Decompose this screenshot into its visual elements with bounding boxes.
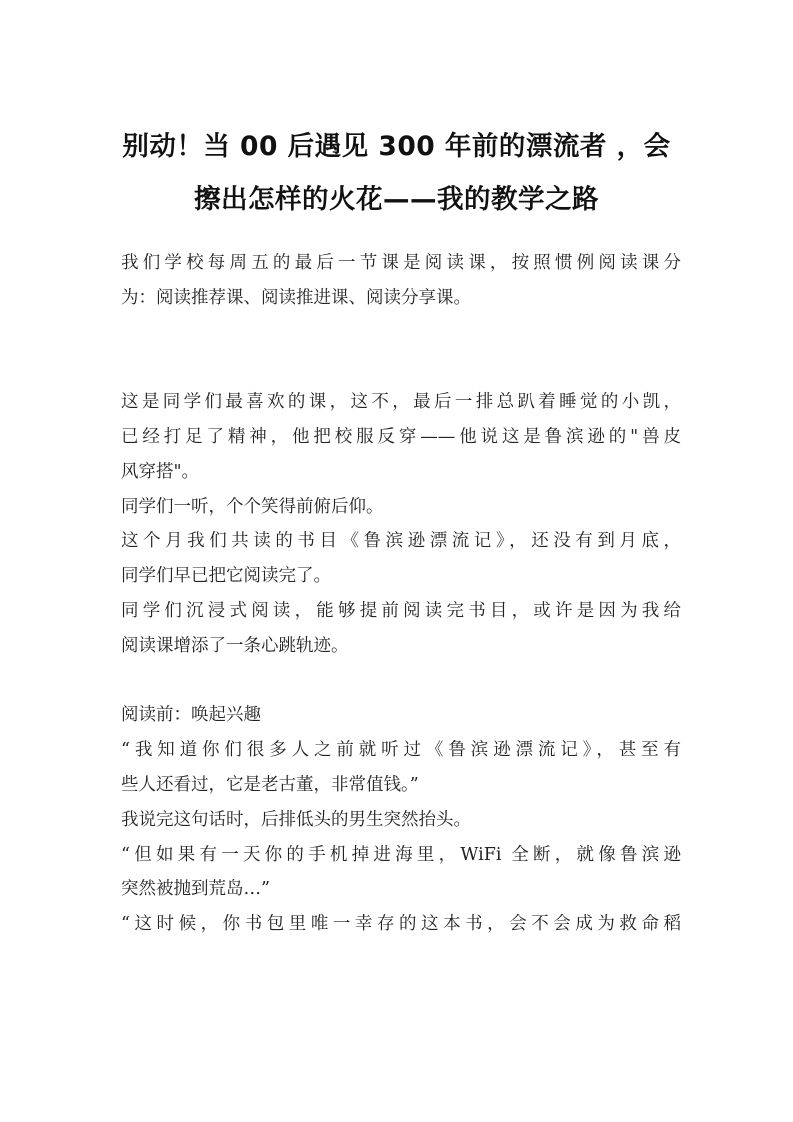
paragraph-line: 同学们早已把它阅读完了。 [121, 566, 331, 587]
document-body [121, 246, 681, 942]
paragraph-line: 这个月我们共读的书目《鲁滨逊漂流记》，还没有到月底， [121, 531, 681, 552]
paragraph-line: 为：阅读推荐课、阅读推进课、阅读分享课。 [121, 287, 471, 308]
paragraph-line: “我知道你们很多人之前就听过《鲁滨逊漂流记》，甚至有 [121, 740, 681, 761]
paragraph-line: 我们学校每周五的最后一节课是阅读课，按照惯例阅读课分 [121, 253, 681, 273]
paragraph-line: 我说完这句话时，后排低头的男生突然抬头。 [121, 809, 471, 830]
section-heading: 阅读前：唤起兴趣 [121, 705, 261, 726]
blank-line [121, 664, 681, 699]
title-line-1: 别动！当 00 后遇见 300 年前的漂流者 ，会 [122, 131, 671, 162]
paragraph-line: 风穿搭"。 [121, 461, 200, 482]
blank-line [121, 350, 681, 385]
paragraph-line: 阅读课增添了一条心跳轨迹。 [121, 635, 349, 656]
blank-line [121, 316, 681, 351]
paragraph-line: 些人还看过，它是老古董，非常值钱。” [121, 774, 419, 795]
paragraph-line: 已经打足了精神，他把校服反穿——他说这是鲁滨逊的"兽皮 [121, 426, 681, 447]
document-title [110, 120, 683, 226]
paragraph-line: “但如果有一天你的手机掉进海里，WiFi 全断，就像鲁滨逊 [121, 844, 681, 865]
paragraph-line: 这是同学们最喜欢的课，这不，最后一排总趴着睡觉的小凯， [121, 392, 681, 413]
paragraph-line: 突然被抛到荒岛…” [121, 879, 270, 900]
title-line-2: 擦出怎样的火花——我的教学之路 [194, 184, 599, 215]
paragraph-line: 同学们沉浸式阅读，能够提前阅读完书目，或许是因为我给 [121, 600, 681, 621]
paragraph-line: “这时候，你书包里唯一幸存的这本书，会不会成为救命稻 [121, 914, 681, 935]
paragraph-line: 同学们一听，个个笑得前俯后仰。 [121, 496, 384, 517]
